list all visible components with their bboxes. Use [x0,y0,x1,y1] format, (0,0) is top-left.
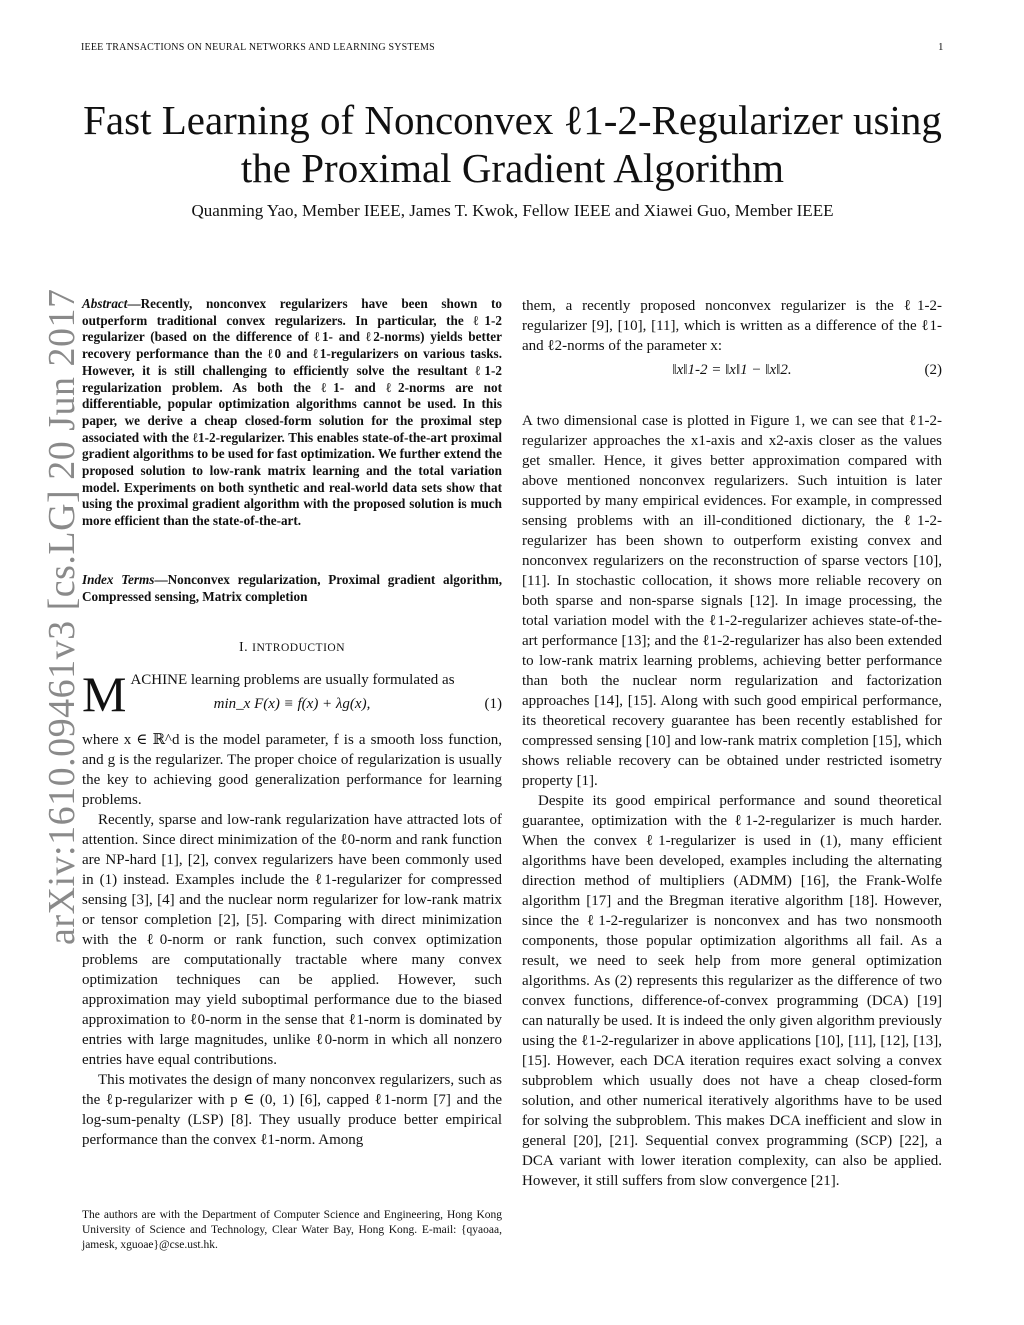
running-header: IEEE TRANSACTIONS ON NEURAL NETWORKS AND LEARNING SYSTEMS [81,42,435,53]
intro-paragraph-2: Recently, sparse and low-rank regularization have attracted lots of attention. Since direct minimization of the ℓ0-norm and rank function are NP-hard [1], [2], convex regularizers have been commonly used in (1) instead. Examples include the ℓ1-regularizer for compressed sensing [3], [4] and the nuclear norm regularizer for low-rank matrix or tensor completion [2], [5]. Comparing with direct minimization with the ℓ0-norm or rank function, such convex optimization problems are computationally tractable where many convex optimization techniques can be applied. However, such approximation may yield suboptimal performance due to the biased approximation to ℓ0-norm in the sense that ℓ1-norm is dominated by entries with large magnitudes, unlike ℓ0-norm in which all nonzero entries have equal contributions. [82,812,502,1068]
section-number: I. [238,640,249,655]
abstract [82,296,502,530]
arxiv-stamp: arXiv:1610.09461v3 [cs.LG] 20 Jun 2017 [41,288,83,945]
abstract-text: —Recently, nonconvex regularizers have been shown to outperform traditional convex regularizers. In particular, the ℓ1-2 regularizer (based on the difference of ℓ1- and ℓ2-norms) yields better recovery performance than the ℓ0 and ℓ1-regularizers on various tasks. However, it is still challenging to efficiently solve the resultant ℓ1-2 regularization problem. As both the ℓ1- and ℓ2-norms are not differentiable, popular optimization algorithms cannot be used. In this paper, we derive a cheap closed-form solution for the proximal step associated with the ℓ1-2-regularizer. This enables state-of-the-art proximal gradient algorithms to be used for fast optimization. We further extend the proposed solution to low-rank matrix learning and the total variation model. Experiments on both synthetic and real-world data sets show that using the proximal gradient algorithm with the proposed solution is much more efficient than the state-of-the-art. [82,296,502,529]
title-line-2: the Proximal Gradient Algorithm [240,145,785,191]
right-paragraph-1: them, a recently proposed nonconvex regularizer is the ℓ1-2-regularizer [9], [10], [11], which is written as a difference of the ℓ1- and ℓ2-norms of the parameter x: [522,298,942,354]
equation-1 [82,690,502,730]
section-heading [82,640,502,656]
index-terms [82,572,502,605]
index-terms-label: Index Terms [82,572,155,587]
paper-title [60,96,965,192]
equation-2-math: ‖x‖1-2 = ‖x‖1 − ‖x‖2. [672,362,792,378]
right-column-body [522,411,942,1191]
right-paragraph-3: Despite its good empirical performance and sound theoretical guarantee, optimization with the ℓ1-2-regularizer is much harder. When the convex ℓ1-regularizer is used in (1), many efficient algorithms have been developed, examples including the alternating direction method of multipliers (ADMM) [16], the Frank-Wolfe algorithm [17] and the Bregman iterative algorithm [18]. However, since the ℓ1-2-regularizer is nonconvex and has two nonsmooth components, those popular optimization algorithms all fail. As a result, we need to seek help from more general optimization algorithms. As (2) represents this regularizer as the difference of two convex functions, difference-of-convex programming (DCA) [19] can naturally be used. It is indeed the only given algorithm previously using the ℓ1-2-regularizer in above applications [10], [11], [12], [13], [15]. However, each DCA iteration requires exact solving a convex subproblem which usually does not have a cheap closed-form solution, and other numerical iteratively algorithms have to be used for solving the subproblem. This makes DCA inefficient and slow in general [20], [21]. Sequential convex programming (SCP) [22], a DCA variant with lower iteration complexity, can also be applied. However, it still suffers from slow convergence [21]. [522,793,942,1189]
page-number: 1 [938,41,944,53]
author-list: Quanming Yao, Member IEEE, James T. Kwok, Fellow IEEE and Xiawei Guo, Member IEEE [191,201,834,220]
introduction-body [82,666,502,1150]
equation-2-number: (2) [924,362,942,378]
intro-paragraph-3: This motivates the design of many nonconvex regularizers, such as the ℓp-regularizer with p ∈ (0, 1) [6], capped ℓ1-norm [7] and the log-sum-penalty (LSP) [8]. They usually produce better empirical performance than the convex ℓ1-norm. Among [82,1072,502,1148]
equation-2 [522,356,942,396]
abstract-label: Abstract [82,296,128,311]
index-terms-text: —Nonconvex regularization, Proximal gradient algorithm, Compressed sensing, Matrix completion [82,572,502,604]
footnote: The authors are with the Department of Computer Science and Engineering, Hong Kong University of Science and Technology, Clear Water Bay, Hong Kong. E-mail: {qyaoaa, jamesk, xguoae}@cse.ust.hk. [82,1209,502,1251]
equation-1-math: min_x F(x) ≡ f(x) + λg(x), [213,696,371,712]
intro-p1-start: ACHINE learning problems are usually formulated as [130,672,455,688]
drop-cap: M [82,666,127,722]
equation-1-number: (1) [484,696,502,712]
title-line-1: Fast Learning of Nonconvex ℓ1-2-Regularizer using [83,97,942,143]
right-paragraph-2: A two dimensional case is plotted in Figure 1, we can see that ℓ1-2-regularizer approaches the x1-axis and x2-axis closer as the values get smaller. Hence, it gives better approximation compared with above mentioned nonconvex regularizers. Such intuition is later supported by many empirical evidences. For example, in compressed sensing problems with an ill-conditioned dictionary, the ℓ1-2-regularizer has been shown to outperform existing convex and nonconvex regularizers on the reconstruction of sparse vectors [10], [11]. In stochastic collocation, it shows more reliable recovery on both sparse and non-sparse signals [12]. In image processing, the total variation model with the ℓ1-2-regularizer achieves state-of-the-art performance [13]; and the ℓ1-2-regularizer has also been extended to low-rank matrix learning problems, achieving better performance than both the nuclear norm regularization and factorization approaches [14], [15]. Along with such good empirical performance, its theoretical recovery guarantee has been recently established for compressed sensing [10] and low-rank matrix completion [15], which shows reliable recovery can be obtained under restricted isometry property [1]. [522,413,942,789]
right-column-top [522,296,942,396]
intro-p1-rest: where x ∈ ℝ^d is the model parameter, f is a smooth loss function, and g is the regularizer. The proper choice of regularization is usually the key to achieving good generalization performance for learning problems. [82,732,502,808]
section-title: INTRODUCTION [252,642,346,654]
